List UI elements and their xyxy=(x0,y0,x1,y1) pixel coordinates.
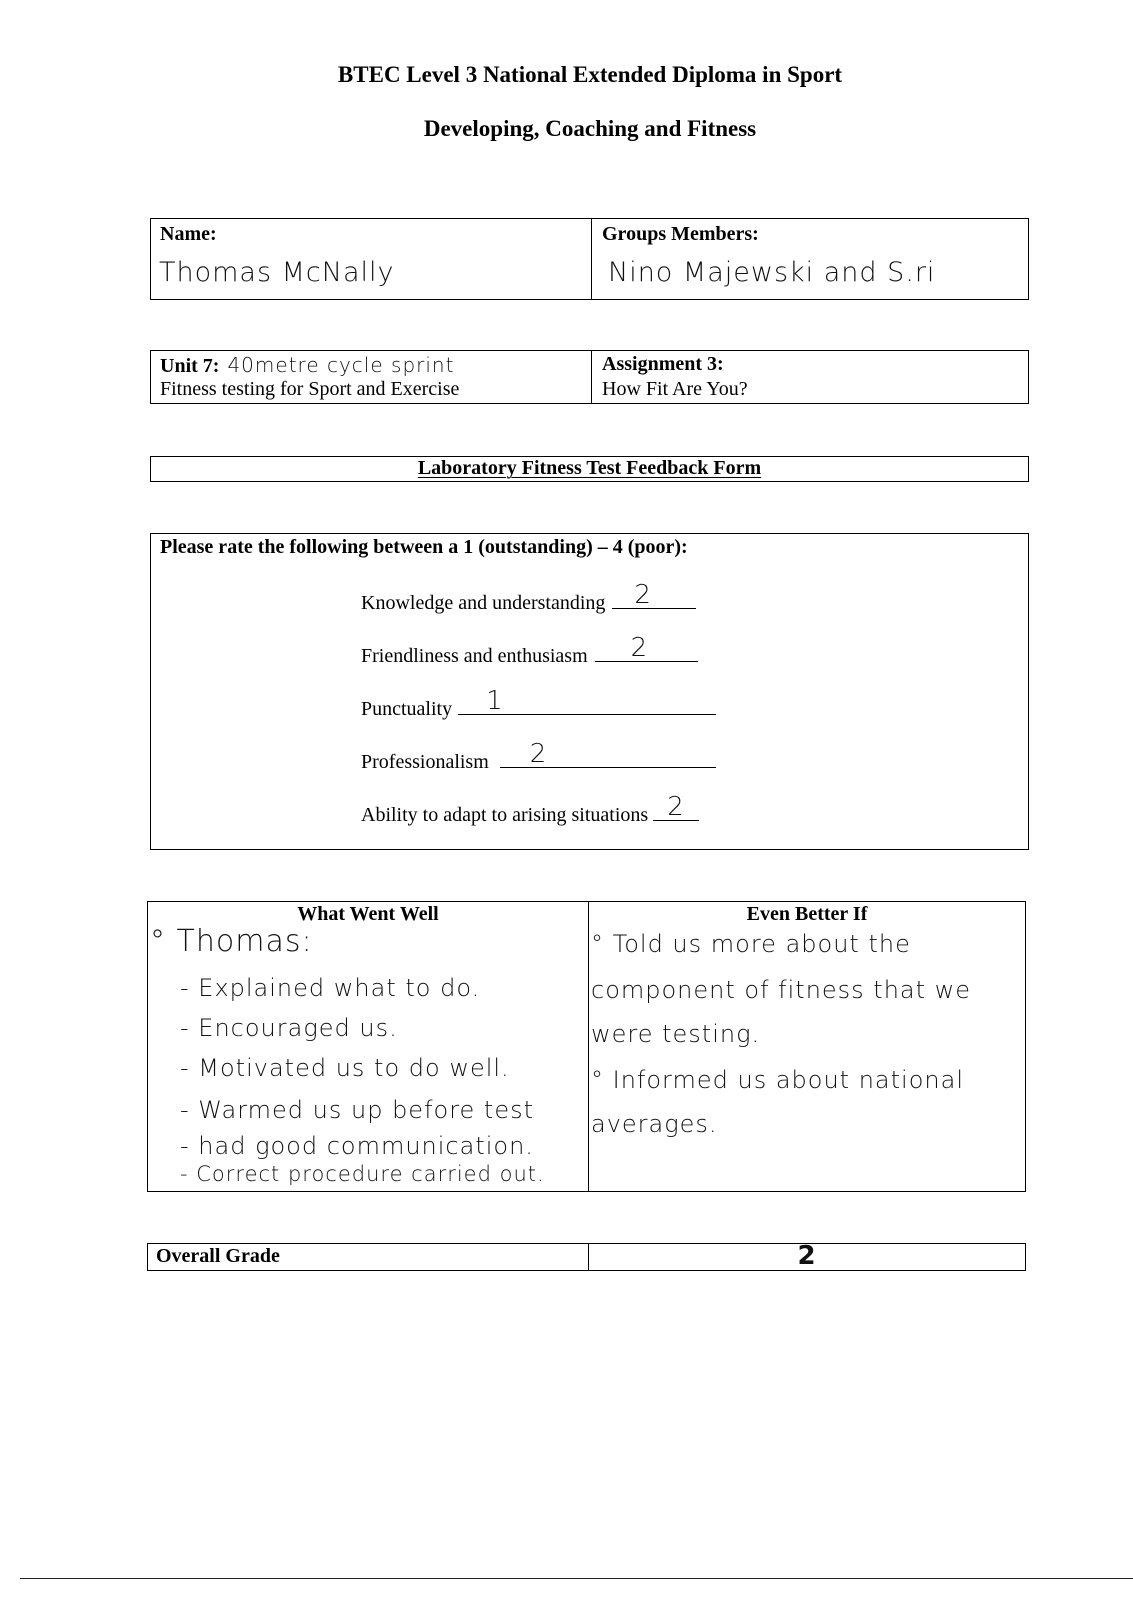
list-item: - Correct procedure carried out. xyxy=(180,1162,545,1186)
what-went-well-header: What Went Well xyxy=(297,903,439,925)
form-title: Laboratory Fitness Test Feedback Form xyxy=(417,457,762,479)
rating-knowledge-line[interactable] xyxy=(612,580,696,610)
unit-cell xyxy=(151,351,591,403)
rating-punctuality xyxy=(361,686,716,721)
name-box xyxy=(150,218,1029,300)
overall-grade-box xyxy=(147,1243,1026,1271)
name-cell xyxy=(151,219,591,299)
list-item: - Warmed us up before test xyxy=(180,1096,535,1124)
document-subtitle: Developing, Coaching and Fitness xyxy=(423,116,757,141)
document-title: BTEC Level 3 National Extended Diploma in Sport xyxy=(337,62,843,87)
assignment-cell xyxy=(591,351,1028,403)
rating-knowledge-label: Knowledge and understanding xyxy=(361,592,606,614)
unit-label: Unit 7: xyxy=(160,355,220,377)
rating-professionalism xyxy=(361,739,716,774)
unit-handwritten-note[interactable]: 40metre cycle sprint xyxy=(227,353,455,377)
scan-edge-line xyxy=(20,1578,1133,1579)
list-item: - Motivated us to do well. xyxy=(180,1054,510,1082)
form-title-box xyxy=(150,456,1029,482)
list-item: averages. xyxy=(591,1110,718,1138)
rating-friendliness-value: 2 xyxy=(630,633,649,663)
list-item: - Explained what to do. xyxy=(180,974,481,1002)
list-item: ° Informed us about national xyxy=(591,1066,964,1094)
overall-grade-label: Overall Grade xyxy=(156,1245,280,1267)
rating-professionalism-line[interactable] xyxy=(500,739,716,769)
rating-professionalism-label: Professionalism xyxy=(361,751,489,773)
rating-friendliness-line[interactable] xyxy=(595,633,698,663)
even-better-if-cell xyxy=(588,902,1025,1191)
unit-line xyxy=(160,353,454,378)
rating-punctuality-label: Punctuality xyxy=(361,698,453,720)
list-item: ° Told us more about the xyxy=(591,930,911,958)
overall-grade-value-cell[interactable] xyxy=(588,1241,1025,1271)
list-item: component of fitness that we xyxy=(591,976,972,1004)
what-went-well-list[interactable] xyxy=(148,902,588,1192)
even-better-if-list[interactable] xyxy=(589,902,1026,1192)
unit-box xyxy=(150,350,1029,404)
even-better-if-header: Even Better If xyxy=(746,903,868,925)
rating-adaptability xyxy=(361,792,699,827)
what-went-well-cell xyxy=(148,902,588,1191)
rating-punctuality-value: 1 xyxy=(486,686,504,716)
rating-friendliness xyxy=(361,633,698,668)
list-item: - Encouraged us. xyxy=(180,1014,398,1042)
rating-adaptability-line[interactable] xyxy=(653,792,699,822)
group-members-value[interactable]: Nino Majewski and S.ri xyxy=(608,257,936,288)
name-label: Name: xyxy=(160,223,217,245)
assignment-title: How Fit Are You? xyxy=(602,378,748,400)
ratings-instruction: Please rate the following between a 1 (outstanding) – 4 (poor): xyxy=(160,536,688,558)
list-item: - had good communication. xyxy=(180,1132,534,1160)
feedback-box xyxy=(147,901,1026,1192)
list-item: were testing. xyxy=(591,1020,761,1048)
rating-professionalism-value: 2 xyxy=(529,739,548,769)
overall-grade-value: 2 xyxy=(797,1241,817,1271)
list-item: ° Thomas: xyxy=(150,924,313,959)
overall-grade-label-cell xyxy=(148,1244,588,1270)
ratings-box xyxy=(150,533,1029,850)
assignment-label: Assignment 3: xyxy=(602,353,724,375)
rating-friendliness-label: Friendliness and enthusiasm xyxy=(361,645,588,667)
rating-adaptability-value: 2 xyxy=(667,792,685,822)
rating-punctuality-line[interactable] xyxy=(458,686,716,716)
unit-title: Fitness testing for Sport and Exercise xyxy=(160,378,460,400)
name-value[interactable]: Thomas McNally xyxy=(159,257,395,288)
rating-knowledge-value: 2 xyxy=(634,580,652,610)
group-cell xyxy=(591,219,1028,299)
rating-adaptability-label: Ability to adapt to arising situations xyxy=(361,804,649,826)
group-members-label: Groups Members: xyxy=(602,223,759,245)
rating-knowledge xyxy=(361,580,696,615)
